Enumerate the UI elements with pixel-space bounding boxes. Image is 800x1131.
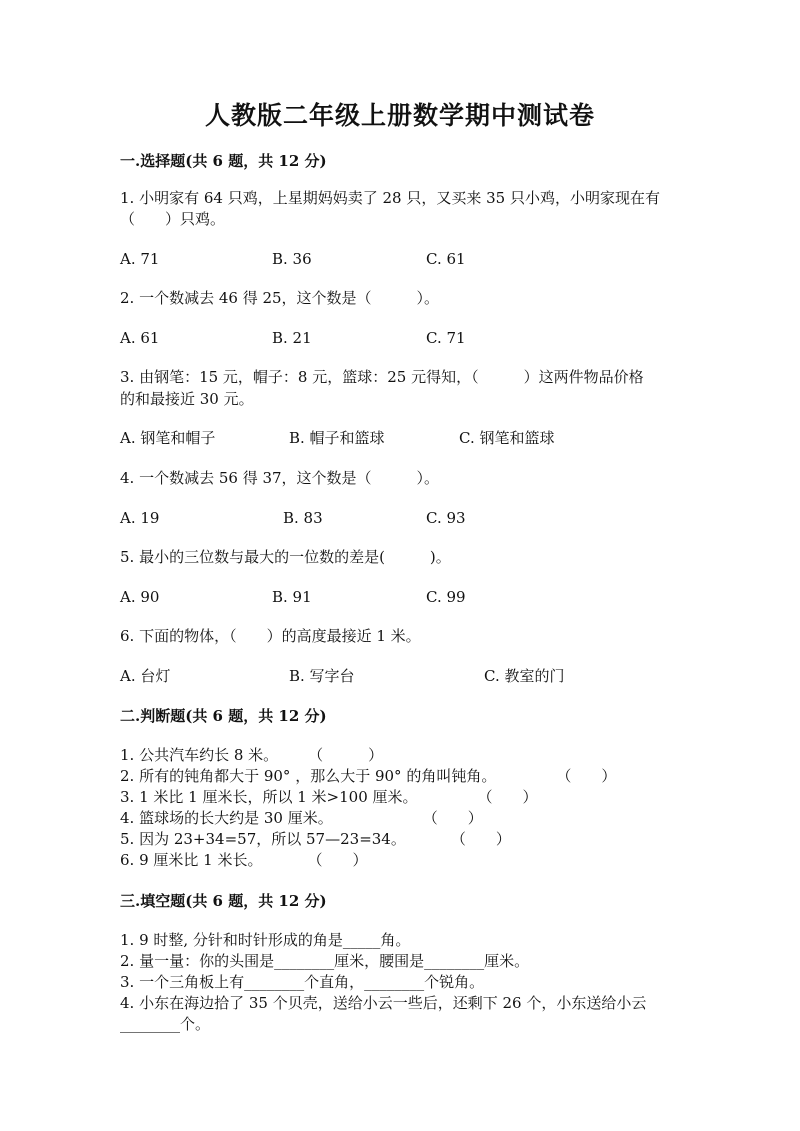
option-b: B. 36	[272, 250, 312, 268]
section-heading-choice: 一.选择题(共 6 题，共 12 分)	[120, 152, 327, 170]
page-title: 人教版二年级上册数学期中测试卷	[204, 101, 595, 130]
question-text: 2. 一个数减去 46 得 25，这个数是（ ）。	[120, 289, 440, 307]
section-heading-fill: 三.填空题(共 6 题，共 12 分)	[120, 892, 327, 910]
list-item: 3. 1 米比 1 厘米长，所以 1 米>100 厘米。 （ ）	[120, 788, 538, 806]
option-a: A. 71	[120, 250, 160, 268]
option-b: B. 91	[272, 588, 312, 606]
option-c: C. 钢笔和篮球	[459, 429, 555, 447]
option-a: A. 19	[120, 509, 160, 527]
list-item: 1. 公共汽车约长 8 米。 （ ）	[120, 746, 384, 764]
question-text: 3. 由钢笔：15 元，帽子：8 元，篮球：25 元得知，（ ）这两件物品价格	[120, 368, 644, 386]
list-item: ________个。	[120, 1015, 211, 1033]
list-item: 3. 一个三角板上有________个直角，________个锐角。	[120, 973, 485, 991]
list-item: 2. 量一量：你的头围是________厘米，腰围是________厘米。	[120, 952, 530, 970]
question-text: 6. 下面的物体，（ ）的高度最接近 1 米。	[120, 627, 421, 645]
section-heading-judgement: 二.判断题(共 6 题，共 12 分)	[120, 707, 327, 725]
option-b: B. 83	[283, 509, 323, 527]
list-item: 6. 9 厘米比 1 米长。 （ ）	[120, 851, 368, 869]
list-item: 2. 所有的钝角都大于 90° ，那么大于 90° 的角叫钝角。 （ ）	[120, 767, 617, 785]
option-a: A. 90	[120, 588, 160, 606]
list-item: 4. 篮球场的长大约是 30 厘米。 （ ）	[120, 809, 483, 827]
option-b: B. 21	[272, 329, 312, 347]
option-a: A. 钢笔和帽子	[120, 429, 216, 447]
option-b: B. 写字台	[289, 667, 355, 685]
question-text: （ ）只鸡。	[120, 210, 226, 228]
option-c: C. 93	[426, 509, 466, 527]
option-a: A. 61	[120, 329, 160, 347]
list-item: 1. 9 时整, 分针和时针形成的角是_____角。	[120, 931, 411, 949]
question-text: 4. 一个数减去 56 得 37，这个数是（ ）。	[120, 469, 440, 487]
list-item: 4. 小东在海边拾了 35 个贝壳，送给小云一些后，还剩下 26 个，小东送给小云	[120, 994, 647, 1012]
option-a: A. 台灯	[120, 667, 171, 685]
question-text: 的和最接近 30 元。	[120, 390, 254, 408]
option-c: C. 61	[426, 250, 466, 268]
option-b: B. 帽子和篮球	[289, 429, 385, 447]
question-text: 1. 小明家有 64 只鸡，上星期妈妈卖了 28 只，又买来 35 只小鸡，小明家现在有	[120, 189, 660, 207]
option-c: C. 教室的门	[484, 667, 565, 685]
list-item: 5. 因为 23+34=57，所以 57—23=34。 （ ）	[120, 830, 511, 848]
option-c: C. 99	[426, 588, 466, 606]
question-text: 5. 最小的三位数与最大的一位数的差是( )。	[120, 548, 451, 566]
option-c: C. 71	[426, 329, 466, 347]
